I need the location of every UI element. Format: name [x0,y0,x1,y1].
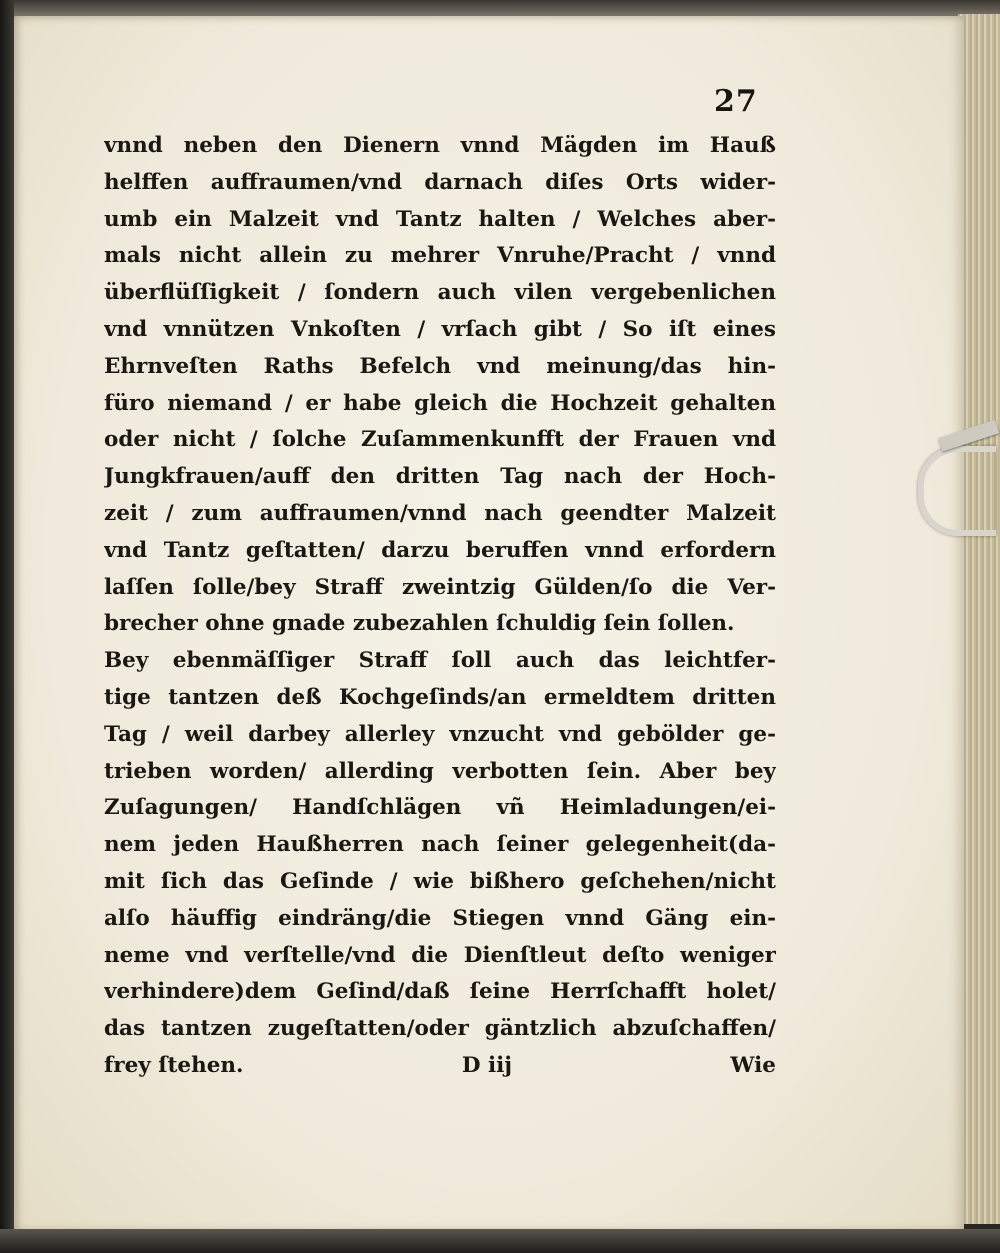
book-gutter [0,0,14,1253]
text-line: helffen auffraumen/vnd darnach diſes Orts wider- [104,169,776,195]
text-line: nem jeden Haußherren nach ſeiner gelegenheit(da- [104,832,776,858]
text-line: mals nicht allein zu mehrer Vnruhe/Pracht / vnnd [104,243,776,269]
signature-mark: D iij [461,1052,513,1078]
book-bottom-edge [0,1229,1000,1253]
text-line: Zuſagungen/ Handſchlägen vñ Heimladungen/ei- [104,795,776,821]
text-line: alſo häuffig eindräng/die Stiegen vnnd Gäng ein- [104,905,776,931]
text-line: Bey ebenmäſſiger Straff ſoll auch das leichtfer- [104,648,776,674]
text-line: vnd Tantz geſtatten/ darzu beruffen vnnd erfordern [104,537,776,563]
text-line: überflüſſigkeit / ſondern auch vilen vergebenlichen [104,280,776,306]
text-line: vnd vnnützen Vnkoſten / vrſach gibt / So iſt eines [104,316,776,342]
text-line: Jungkfrauen/auff den dritten Tag nach der Hoch- [104,464,776,490]
text-line: vnnd neben den Dienern vnnd Mägden im Hauß [104,133,776,158]
text-line: tige tantzen deß Kochgeſinds/an ermeldtem dritten [104,684,776,710]
text-line: Tag / weil darbey allerley vnzucht vnd gebölder ge- [104,721,776,747]
text-line: laſſen ſolle/bey Straff zweintzig Gülden/ſo die Ver- [104,574,776,600]
page-number: 27 [714,84,758,119]
text-line: brecher ohne gnade zubezahlen ſchuldig ſein ſollen. [104,611,735,637]
text-line: neme vnd verſtelle/vnd die Dienſtleut deſto weniger [104,942,776,968]
text-line: das tantzen zugeſtatten/oder gäntzlich abzuſchaffen/ [104,1016,776,1042]
text-line: oder nicht / ſolche Zuſammenkunfft der Frauen vnd [104,427,776,453]
text-line: Ehrnveſten Raths Befelch vnd meinung/das hin- [104,353,776,379]
text-line: mit ſich das Geſinde / wie bißhero geſchehen/nicht [104,868,776,894]
clip-loop [918,446,996,536]
catchword: Wie [730,1052,776,1078]
text-line: trieben worden/ allerding verbotten ſein. Aber bey [104,758,776,784]
final-line-text: frey ſtehen. [104,1052,244,1078]
book-page [14,16,964,1232]
body-text [104,128,776,1085]
final-line [104,1048,776,1085]
text-line: umb ein Malzeit vnd Tantz halten / Welches aber- [104,206,776,232]
page-stack-edge [958,14,1000,1224]
text-line: verhindere)dem Geſind/daß ſeine Herrſchafft holet/ [104,979,776,1005]
text-line: füro niemand / er habe gleich die Hochzeit gehalten [104,390,776,416]
page-clip [910,438,1000,534]
text-line: zeit / zum auffraumen/vnnd nach geendter Malzeit [104,500,776,526]
